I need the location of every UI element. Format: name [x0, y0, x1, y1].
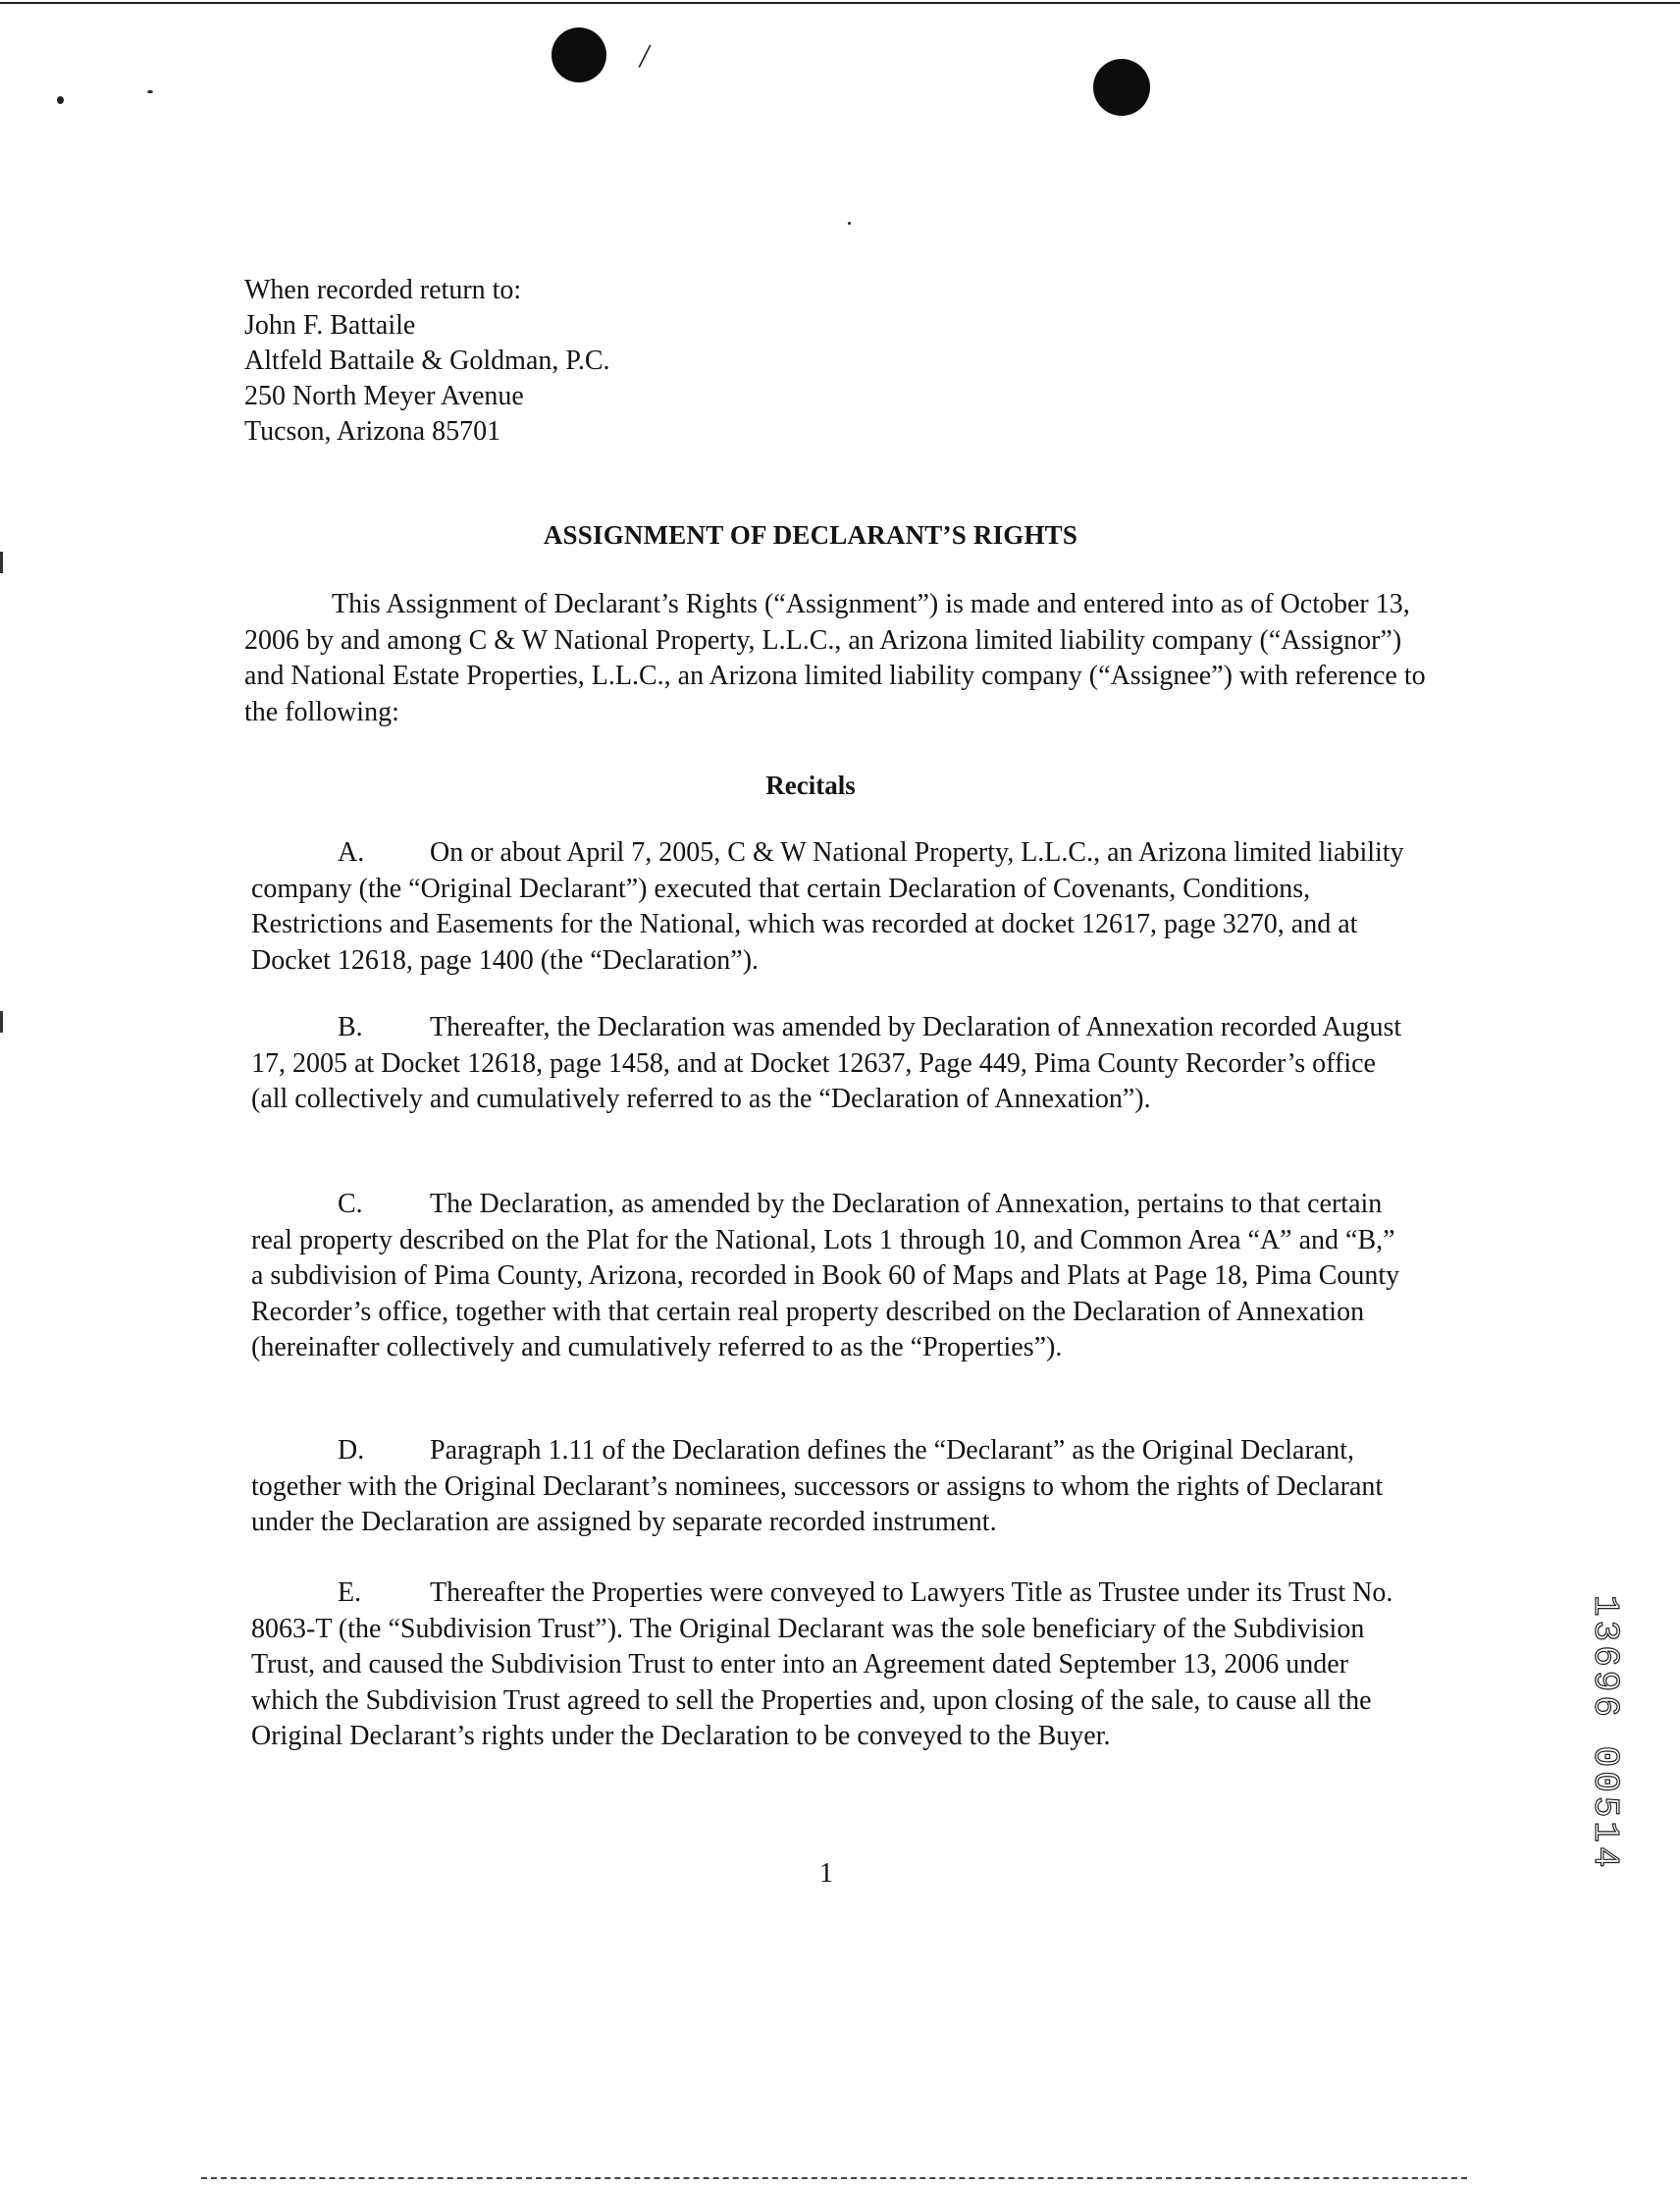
recital-letter: A.: [338, 837, 365, 868]
return-line: Altfeld Battaile & Goldman, P.C.: [244, 346, 610, 376]
slash-mark: /: [637, 35, 653, 77]
recording-number-stamp: [1574, 1595, 1633, 1872]
return-line: When recorded return to:: [244, 275, 522, 305]
intro-text: This Assignment of Declarant’s Rights (“Assignment”) is made and entered into as of October 13, 2006 by and among C & W National Property, L.L.C., an Arizona limited liability company (“Assignor”) and National Estate Properties, L.L.C., an Arizona limited liability company (“Assignee”) with reference to the following:: [244, 589, 1426, 727]
recital-text: The Declaration, as amended by the Declaration of Annexation, pertains to that certain real property described on the Plat for the National, Lots 1 through 10, and Common Area “A” and “B,” a subdivision of Pima County, Arizona, recorded in Book 60 of Maps and Plats at Page 18, Pima County Recorder’s office, together with that certain real property described on the Declaration of Annexation (hereinafter collectively and cumulatively referred to as the “Properties”).: [251, 1189, 1400, 1362]
return-line: John F. Battaile: [244, 310, 416, 341]
return-line: 250 North Meyer Avenue: [244, 381, 524, 411]
recording-number: 13696 00514: [1585, 1595, 1625, 1872]
document-title: ASSIGNMENT OF DECLARANT’S RIGHTS: [543, 520, 1078, 550]
recital-text: Thereafter the Properties were conveyed to Lawyers Title as Trustee under its Trust No. 8063-T (the “Subdivision Trust”). The Original Declarant was the sole beneficiary of the Subdivision Trust, and caused the Subdivision Trust to enter into an Agreement dated September 13, 2006 under which the Subdivision Trust agreed to sell the Properties and, upon closing of the sale, to cause all the Original Declarant’s rights under the Declaration to be conveyed to the Buyer.: [251, 1577, 1393, 1751]
scan-speck: [57, 96, 64, 104]
recital-letter: B.: [338, 1012, 363, 1042]
recital-b: [251, 1010, 1404, 1118]
recital-text: Paragraph 1.11 of the Declaration defines the “Declarant” as the Original Declarant, together with the Original Declarant’s nominees, successors or assigns to whom the rights of Declarant under the Declaration are assigned by separate recorded instrument.: [251, 1435, 1384, 1537]
recital-c: [251, 1187, 1404, 1366]
recital-text: Thereafter, the Declaration was amended by Declaration of Annexation recorded August 17, 2005 at Docket 12618, page 1458, and at Docket 12637, Page 449, Pima County Recorder’s office (all collectively and cumulatively referred to as the “Declaration of Annexation”).: [251, 1012, 1402, 1114]
return-address-block: [244, 273, 610, 450]
page-bottom-edge: [201, 2177, 1467, 2179]
return-line: Tucson, Arizona 85701: [244, 416, 501, 447]
intro-paragraph: [244, 587, 1432, 730]
scan-speck: [848, 222, 851, 225]
recital-e: [251, 1575, 1404, 1755]
recital-letter: D.: [338, 1435, 365, 1466]
recital-letter: E.: [338, 1577, 362, 1608]
page-number: 1: [819, 1858, 833, 1889]
recital-letter: C.: [338, 1189, 363, 1219]
recitals-heading: Recitals: [765, 771, 856, 800]
recital-text: On or about April 7, 2005, C & W National Property, L.L.C., an Arizona limited liability company (the “Original Declarant”) executed that certain Declaration of Covenants, Conditions, Restrictions and Easements for the National, which was recorded at docket 12617, page 3270, and at Docket 12618, page 1400 (the “Declaration”).: [251, 837, 1404, 976]
punch-hole-left: [551, 27, 606, 82]
scan-margin-mark: [0, 552, 3, 573]
punch-hole-right: [1093, 59, 1150, 116]
recital-d: [251, 1433, 1404, 1541]
scan-speck: [147, 90, 153, 93]
page-top-edge: [0, 2, 1680, 4]
scan-margin-mark: [0, 1011, 3, 1033]
recital-a: [251, 835, 1404, 979]
